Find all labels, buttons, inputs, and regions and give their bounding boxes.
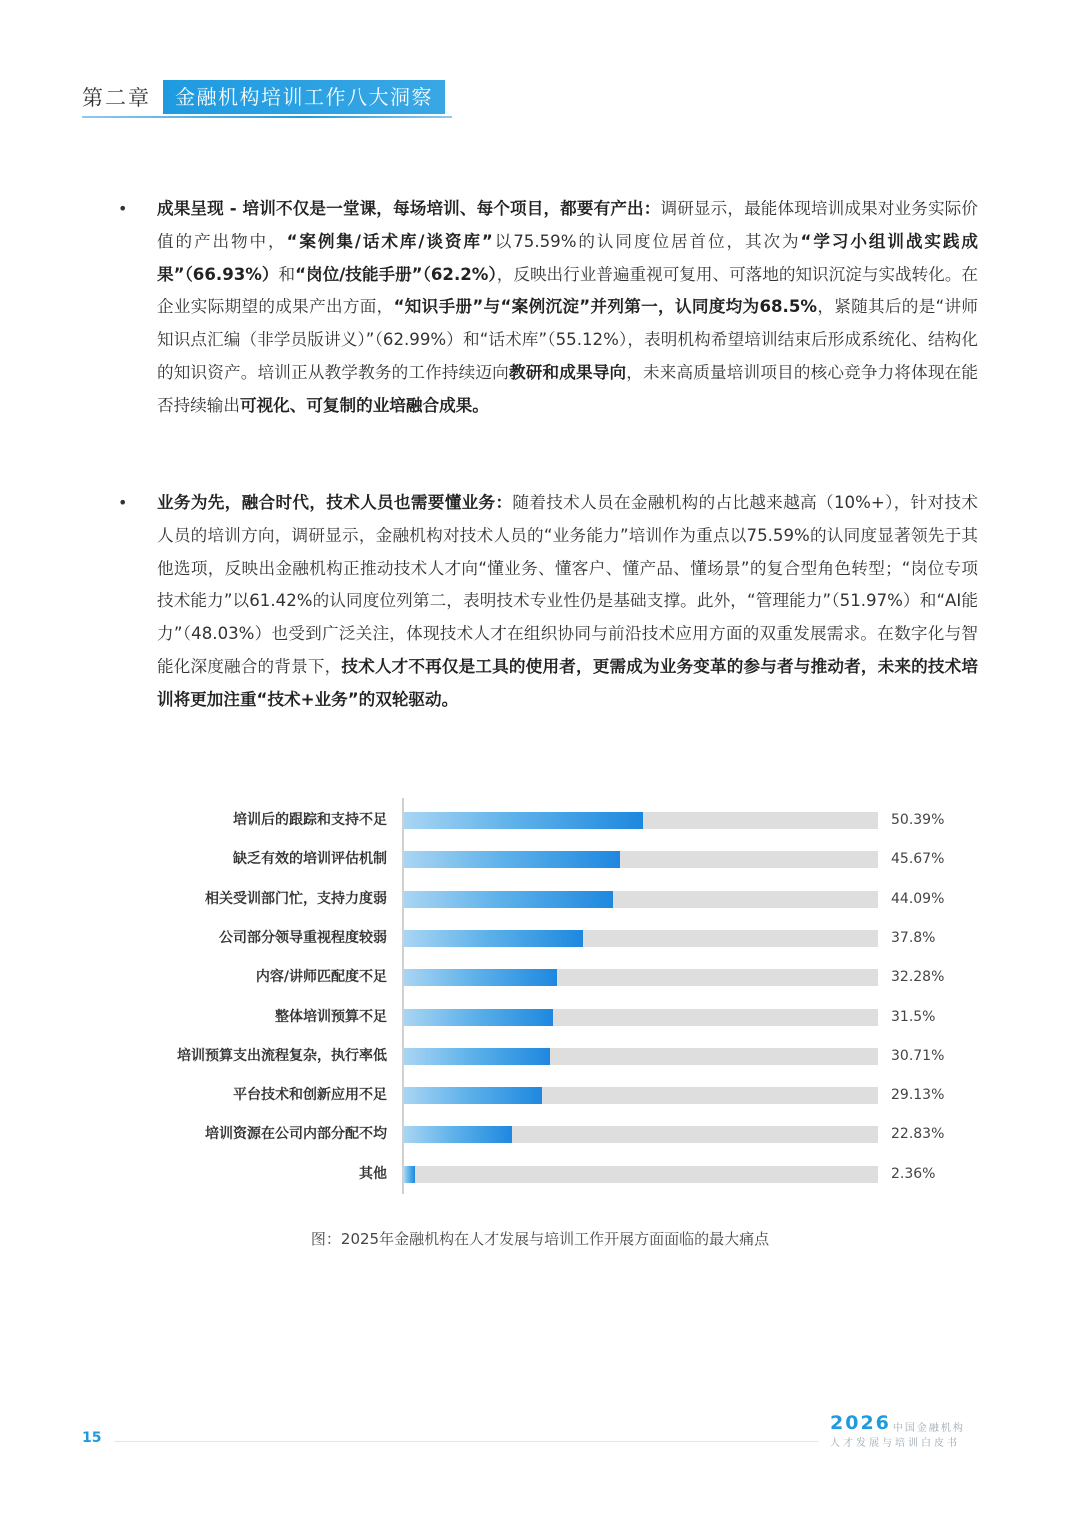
bar [404, 812, 643, 829]
bar-value-label: 45.67% [891, 851, 945, 868]
bar-track [404, 1009, 878, 1026]
text-run: 技术人才不再仅是工具的使用者，更需成为业务变革的参与者与推动者，未来的技术培训将更加注重“技术+业务”的双轮驱动。 [157, 656, 978, 709]
bullet-paragraph [157, 193, 978, 423]
footer-brand-line1: 中国金融机构 [892, 1423, 965, 1434]
bar-track [404, 930, 878, 947]
chart-row [0, 1124, 1080, 1144]
bar [404, 1009, 553, 1026]
footer-brand [830, 1412, 980, 1449]
bar [404, 851, 620, 868]
chapter-title: 金融机构培训工作八大洞察 [163, 80, 445, 114]
bar-category-label: 缺乏有效的培训评估机制 [233, 851, 387, 868]
bar-value-label: 2.36% [891, 1165, 936, 1182]
bar-category-label: 公司部分领导重视程度较弱 [219, 929, 387, 946]
chart-row [0, 1085, 1080, 1105]
text-run: 以75.59%的认同度位居首位，其次为 [492, 231, 801, 251]
bar-category-label: 培训预算支出流程复杂，执行率低 [177, 1047, 387, 1064]
bar-track [404, 851, 878, 868]
bar-track [404, 1126, 878, 1143]
text-run: 成果呈现 - 培训不仅是一堂课，每场培训、每个项目，都要有产出： [157, 199, 661, 218]
bar-value-label: 37.8% [891, 929, 936, 946]
bar-category-label: 其他 [359, 1165, 387, 1182]
bar-track [404, 1166, 878, 1183]
chart-row [0, 928, 1080, 948]
bar [404, 891, 613, 908]
bar [404, 1048, 550, 1065]
text-run: 教研和成果导向 [508, 362, 627, 382]
bar-category-label: 内容/讲师匹配度不足 [255, 969, 387, 986]
text-run: 业务为先，融合时代，技术人员也需要懂业务： [157, 493, 513, 512]
bar-value-label: 31.5% [891, 1008, 936, 1025]
text-run: ，反映出行业普遍重视可复用、可落地的知识沉淀与实战转化。在企业实际期望的成果产出方面， [157, 264, 979, 317]
bar [404, 1126, 512, 1143]
bar-track [404, 969, 878, 986]
bullet-paragraph [157, 487, 978, 717]
bar-value-label: 29.13% [891, 1087, 945, 1104]
bar-category-label: 培训后的跟踪和支持不足 [233, 812, 387, 828]
bar [404, 969, 557, 986]
chart-row [0, 889, 1080, 909]
bar-value-label: 30.71% [891, 1047, 945, 1064]
bar-value-label: 44.09% [891, 890, 945, 907]
text-run: 和 [278, 264, 296, 284]
bar-category-label: 整体培训预算不足 [275, 1008, 387, 1025]
text-run: “岗位/技能手册”（62.2%） [295, 264, 497, 284]
bar-track [404, 1087, 878, 1104]
text-run: “知识手册”与“案例沉淀”并列第一，认同度均为68.5% [393, 297, 818, 317]
text-run: ，紧随其后的是“讲师知识点汇编（非学员版讲义）”（62.99%）和“话术库”（55.12%），表明机构希望培训结束后形成系统化、结构化的知识资产。培训正从教学教务的工作持续迈向 [157, 297, 978, 382]
footer-year: 2026 [830, 1412, 891, 1434]
bar [404, 1087, 542, 1104]
bar-value-label: 50.39% [891, 812, 945, 828]
bullet-marker: • [118, 493, 128, 512]
bar-category-label: 相关受训部门忙，支持力度弱 [205, 890, 387, 907]
chart-row [0, 1046, 1080, 1066]
bar-value-label: 22.83% [891, 1126, 945, 1143]
bullet-marker: • [118, 199, 128, 218]
chart-row [0, 849, 1080, 869]
bar-value-label: 32.28% [891, 969, 945, 986]
bar [404, 930, 583, 947]
bar-category-label: 培训资源在公司内部分配不均 [205, 1126, 387, 1143]
chart-caption: 图：2025年金融机构在人才发展与培训工作开展方面面临的最大痛点 [310, 1230, 770, 1248]
bar-track [404, 1048, 878, 1065]
footer-divider [114, 1441, 818, 1442]
chapter-label: 第二章 [82, 86, 151, 110]
chapter-header [82, 80, 445, 114]
bar-category-label: 平台技术和创新应用不足 [233, 1087, 387, 1104]
chart-row [0, 810, 1080, 830]
chart-row [0, 1007, 1080, 1027]
chapter-underline [82, 116, 452, 118]
text-run: “学习小组训战实践成果”（66.93%） [157, 231, 979, 284]
bullet-results [118, 193, 978, 423]
bar [404, 1166, 415, 1183]
bar-track [404, 812, 878, 829]
footer-brand-line2: 人才发展与培训白皮书 [830, 1438, 960, 1449]
bar-track [404, 891, 878, 908]
text-run: “案例集/话术库/谈资库” [286, 231, 493, 251]
text-run: ，未来高质量培训项目的核心竞争力将体现在能否持续输出 [157, 362, 979, 415]
bullet-business-first [118, 487, 978, 717]
chart-row [0, 967, 1080, 987]
text-run: 随着技术人员在金融机构的占比越来越高（10%+），针对技术人员的培训方向，调研显示，金融机构对技术人员的“业务能力”培训作为重点以75.59%的认同度显著领先于其他选项，反映出金融机构正推动技术人才向“懂业务、懂客户、懂产品、懂场景”的复合型角色转型；“岗位专项技术能力”以61.42%的认同度位列第二，表明技术专业性仍是基础支撑。此外，“管理能力”（51.97%）和“AI能力”（48.03%）也受到广泛关注，体现技术人才在组织协同与前沿技术应用方面的双重发展需求。在数字化与智能化深度融合的背景下， [157, 493, 978, 676]
chart-row [0, 1164, 1080, 1184]
text-run: 可视化、可复制的业培融合成果。 [239, 395, 489, 415]
page-number: 15 [82, 1430, 102, 1446]
text-run: 调研显示，最能体现培训成果对业务实际价值的产出物中， [157, 199, 978, 251]
